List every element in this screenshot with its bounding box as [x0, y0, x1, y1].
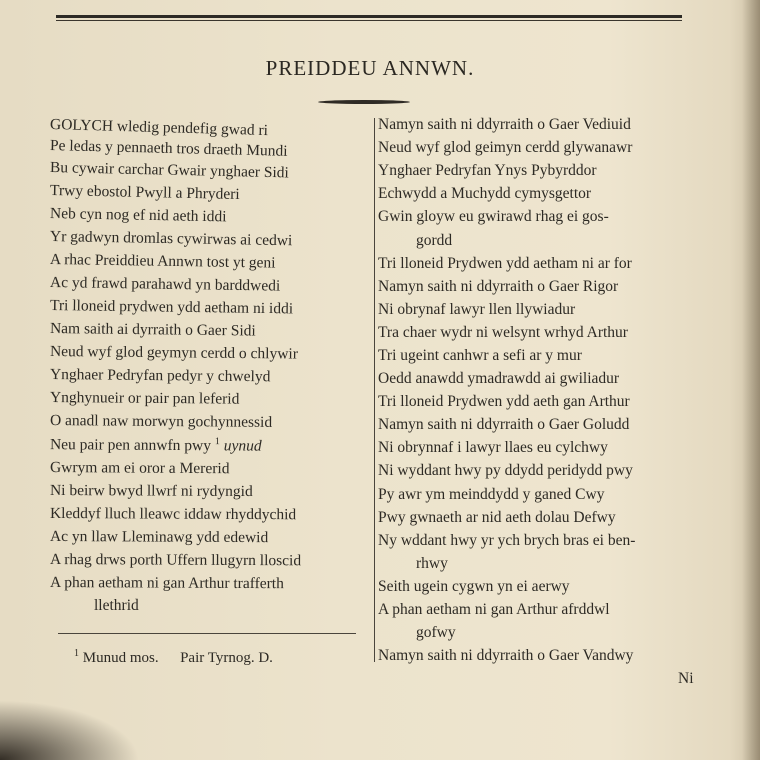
verse-line: Kleddyf lluch lleawc iddaw rhyddychid	[49, 505, 297, 524]
verse-line: Namyn saith ni ddyrraith o Gaer Vediuid	[378, 116, 631, 133]
poem-title: PREIDDEU ANNWN.	[265, 56, 475, 80]
verse-line: Ynghaer Pedryfan Ynys Pybyrddor	[378, 162, 597, 179]
corner-shadow	[0, 700, 140, 760]
verse-line-continuation: gofwy	[416, 624, 456, 641]
footnote	[74, 648, 273, 667]
verse-line: Pe ledas y pennaeth tros draeth Mundi	[49, 137, 288, 160]
verse-line: A phan aetham ni gan Arthur afrddwl	[378, 601, 610, 618]
verse-line-continuation: gordd	[416, 232, 453, 249]
verse-line: A rhac Preiddieu Annwn tost yt geni	[49, 251, 276, 272]
verse-line: Namyn saith ni ddyrraith o Gaer Goludd	[378, 416, 630, 433]
verse-line: Namyn saith ni ddyrraith o Gaer Rigor	[378, 278, 619, 295]
verse-line: Neb cyn nog ef nid aeth iddi	[49, 205, 227, 226]
top-rule	[56, 15, 682, 18]
verse-line: Nam saith ai dyrraith o Gaer Sidi	[49, 320, 256, 340]
verse-line: Ni wyddant hwy py ddydd peridydd pwy	[378, 462, 633, 479]
verse-line: Ni obrynnaf i lawyr llaes eu cylchwy	[378, 439, 608, 456]
verse-line-continuation: rhwy	[416, 555, 448, 572]
verse-line: Tri lloneid Prydwen ydd aetham ni ar for	[378, 255, 632, 272]
footnote-rule	[58, 633, 356, 634]
column-divider	[374, 118, 375, 662]
verse-line: Ac yd frawd parahawd yn barddwedi	[49, 274, 281, 295]
footnote-pair: Pair Tyrnog. D.	[180, 650, 273, 666]
footnote-mark: 1	[74, 648, 79, 659]
left-column	[50, 116, 368, 636]
verse-line: Neud wyf glod geymyn cerdd o chlywir	[49, 343, 299, 363]
verse-line: Ac yn llaw Lleminawg ydd edewid	[49, 528, 269, 547]
verse-line: Neud wyf glod geimyn cerdd glywanawr	[378, 139, 633, 156]
verse-line-text: Neu pair pen annwfn pwy	[49, 436, 212, 455]
verse-line: Ny wddant hwy yr ych brych bras ei ben-	[378, 532, 636, 549]
title-ornament	[318, 100, 410, 104]
verse-line: O anadl naw morwyn gochynnessid	[49, 412, 273, 431]
footnote-text: Munud mos.	[82, 650, 159, 666]
verse-line: Gwin gloyw eu gwirawd rhag ei gos-	[378, 208, 609, 225]
verse-line: Tri lloneid prydwen ydd aetham ni iddi	[49, 297, 294, 318]
verse-line: Tri ugeint canhwr a sefi ar y mur	[378, 347, 582, 364]
verse-line: Namyn saith ni ddyrraith o Gaer Vandwy	[378, 647, 634, 664]
verse-line: Ni beirw bwyd llwrf ni rydyngid	[49, 482, 253, 501]
top-rule-thin	[56, 20, 682, 21]
verse-line-footnoted	[50, 435, 262, 456]
verse-line: Pwy gwnaeth ar nid aeth dolau Defwy	[378, 509, 616, 526]
verse-line: Tra chaer wydr ni welsynt wrhyd Arthur	[378, 324, 628, 341]
right-column	[378, 116, 708, 706]
verse-line: Trwy ebostol Pwyll a Phryderi	[49, 182, 240, 203]
footnote-ref-mark: 1	[214, 436, 220, 448]
verse-line: A phan aetham ni gan Arthur trafferth	[49, 574, 284, 593]
verse-line: Oedd anawdd ymadrawdd ai gwiliadur	[378, 370, 620, 387]
verse-line: A rhag drws porth Uffern llugyrn lloscid	[49, 551, 302, 570]
verse-line-continuation: llethrid	[94, 597, 139, 614]
verse-line: GOLYCH wledig pendefig gwad ri	[49, 116, 269, 140]
verse-line: Ynghaer Pedryfan pedyr y chwelyd	[49, 366, 271, 386]
verse-line: Seith ugein cygwn yn ei aerwy	[378, 578, 570, 595]
verse-line: Py awr ym meinddydd y ganed Cwy	[378, 486, 605, 503]
catchword: Ni	[678, 670, 694, 687]
verse-line: Gwrym am ei oror a Mererid	[49, 459, 230, 478]
footnote-ref-word: uynud	[223, 437, 262, 455]
verse-line: Echwydd a Muchydd cymysgettor	[378, 185, 592, 202]
verse-line: Tri lloneid Prydwen ydd aeth gan Arthur	[378, 393, 630, 410]
verse-line: Bu cywair carchar Gwair ynghaer Sidi	[49, 159, 290, 182]
verse-line: Ni obrynaf lawyr llen llywiadur	[378, 301, 576, 318]
verse-line: Yr gadwyn dromlas cywirwas ai cedwi	[49, 228, 293, 250]
verse-line: Ynghynueir or pair pan leferid	[49, 389, 240, 408]
